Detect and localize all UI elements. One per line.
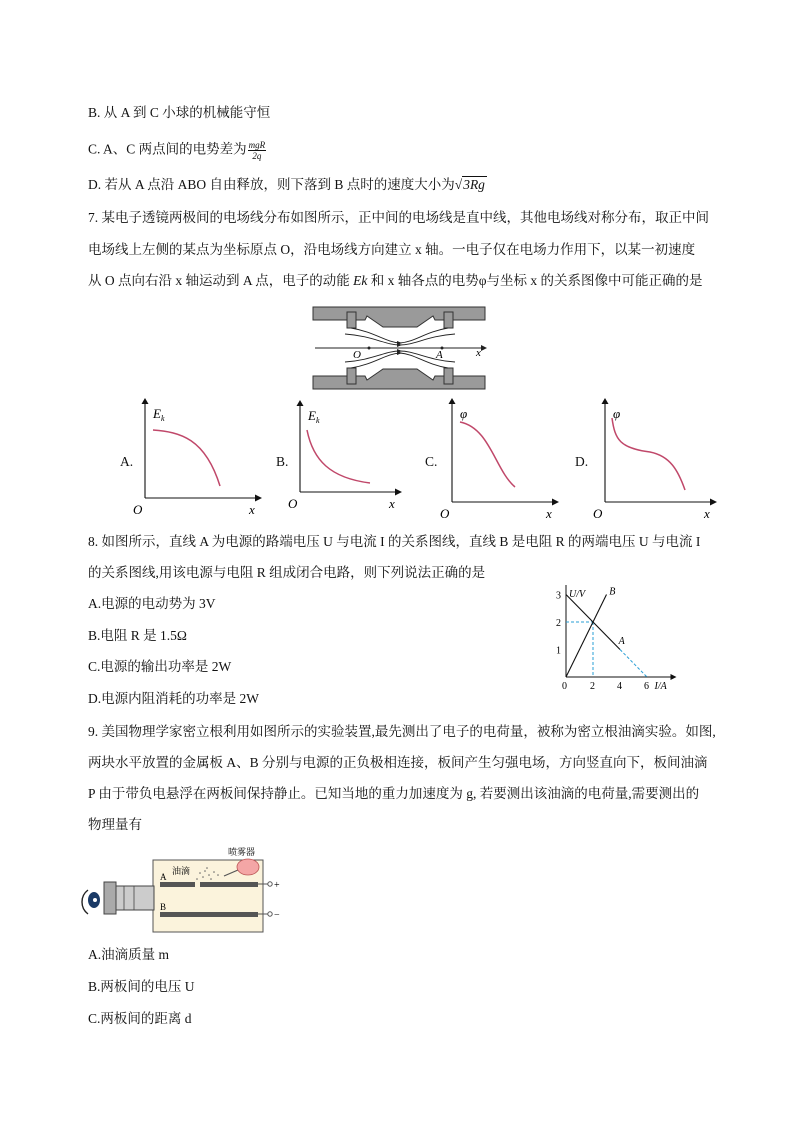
- q6-option-c-fraction: [248, 140, 267, 161]
- origin-label: O: [353, 349, 361, 361]
- graph-y-label: $E_k$: [153, 406, 165, 423]
- graph-curve: [153, 430, 220, 486]
- graph-y-arrow: [449, 398, 456, 404]
- graph-x-arrow: [255, 495, 262, 502]
- q8-stem-line-2: 的关系图线,用该电源与电阻 R 组成闭合电路，则下列说法正确的是: [88, 565, 486, 580]
- plate-a-left: [160, 882, 195, 887]
- fraction-denominator: 2q: [252, 151, 262, 161]
- chart-y-tick: 2: [556, 618, 561, 629]
- terminal-minus: [268, 912, 272, 916]
- q8-option-b: B.电阻 R 是 1.5Ω: [88, 628, 187, 643]
- q7-graph-b: [285, 400, 438, 530]
- electron-lens-figure: [305, 302, 495, 394]
- eye-icon: [82, 890, 100, 914]
- chart-series-b: [566, 595, 607, 678]
- chart-x-tick: 0: [562, 681, 567, 692]
- chart-x-tick: 4: [617, 681, 622, 692]
- graph-origin-label: O: [133, 502, 143, 517]
- graph-y-label: φ: [460, 406, 468, 421]
- terminal-plus-label: +: [274, 880, 280, 891]
- sqrt-expression: √3Rg: [454, 177, 485, 192]
- chart-x-tick: 2: [590, 681, 595, 692]
- graph-curve: [307, 430, 370, 483]
- x-axis-arrow: [481, 345, 487, 351]
- q7-option-label-b: B.: [276, 454, 289, 469]
- graph-y-label: φ: [613, 406, 621, 421]
- chart-series-label-a: A: [618, 636, 625, 647]
- q9-option-b: B.两板间的电压 U: [88, 979, 195, 994]
- graph-x-arrow: [395, 489, 402, 496]
- x-axis-label: x: [476, 347, 481, 359]
- ui-chart: [552, 585, 687, 693]
- sqrt-radicand: 3Rg: [463, 177, 485, 192]
- q8-stem-line-1: 8. 如图所示，直线 A 为电源的路端电压 U 与电流 I 的关系图线，直线 B 是电阻 R 的两端电压 U 与电流 I: [88, 534, 701, 549]
- q7-graph-a: [130, 398, 280, 528]
- q9-stem-line-2: 两块水平放置的金属板 A、B 分别与电源的正负极相连接，板间产生匀强电场，方向竖直向下，板间油滴: [88, 755, 708, 770]
- q6-option-d: [88, 176, 487, 194]
- q8-option-d: D.电源内阻消耗的功率是 2W: [88, 691, 259, 706]
- point-a-label: A: [436, 349, 443, 361]
- q8-option-a: A.电源的电动势为 3V: [88, 596, 216, 611]
- q7-option-label-c: C.: [425, 454, 438, 469]
- q9-stem-line-3: P 由于带负电悬浮在两板间保持静止。已知当地的重力加速度为 g, 若要测出该油滴的电荷量,需要测出的: [88, 786, 700, 801]
- q9-option-a: A.油滴质量 m: [88, 947, 169, 962]
- q9-option-c: C.两板间的距离 d: [88, 1011, 192, 1026]
- graph-y-label-subscript: k: [315, 416, 320, 425]
- chart-x-label: I/A: [654, 681, 667, 692]
- graph-origin-label: O: [593, 506, 603, 521]
- graph-x-label: x: [546, 506, 552, 521]
- chart-y-label: U/V: [569, 589, 586, 600]
- q7-option-label-d: D.: [575, 454, 589, 469]
- q7-graph-d: [590, 398, 740, 528]
- plate-b-label: B: [160, 902, 167, 912]
- q9-stem-line-1: 9. 美国物理学家密立根利用如图所示的实验装置,最先测出了电子的电荷量，被称为密立根油滴实验。如图,: [88, 724, 716, 739]
- graph-y-arrow: [602, 398, 609, 404]
- plate-b: [160, 912, 258, 917]
- sprayer-label: 喷雾器: [228, 847, 256, 857]
- graph-origin-label: O: [440, 506, 450, 521]
- plate-a-right: [200, 882, 258, 887]
- chart-x-tick: 6: [644, 681, 649, 692]
- q6-option-b: B. 从 A 到 C 小球的机械能守恒: [88, 105, 271, 120]
- graph-x-arrow: [710, 499, 717, 506]
- q6-option-d-text: D. 若从 A 点沿 ABO 自由释放，则下落到 B 点时的速度大小为: [88, 177, 455, 192]
- graph-origin-label: O: [288, 496, 298, 511]
- microscope-icon: [104, 882, 154, 914]
- q7-stem-line-2: 电场线上左侧的某点为坐标原点 O，沿电场线方向建立 x 轴。一电子仅在电场力作用下，以某一初速度: [88, 242, 696, 257]
- chart-series-label-b: B: [609, 586, 616, 598]
- sprayer-bulb: [237, 859, 259, 875]
- lower-electrode: [313, 368, 485, 389]
- q7-option-label-a: A.: [120, 454, 134, 469]
- chart-series-a-dashed: [620, 650, 647, 678]
- chart-y-tick: 3: [556, 590, 561, 602]
- terminal-minus-label: −: [274, 910, 280, 921]
- graph-y-arrow: [297, 400, 304, 406]
- graph-x-label: x: [249, 502, 255, 517]
- q9-stem-line-4: 物理量有: [88, 817, 142, 832]
- chart-x-arrow: [671, 674, 677, 680]
- q6-option-c-text: C. A、C 两点间的电势差为: [88, 141, 247, 157]
- q7-ek-symbol: Ek: [353, 273, 368, 288]
- plate-a-label: A: [160, 872, 167, 882]
- q7-stem-line-1: 7. 某电子透镜两极间的电场线分布如图所示，正中间的电场线是直中线，其他电场线对称分布，取正中间: [88, 210, 709, 225]
- graph-y-label-subscript: k: [160, 414, 165, 423]
- millikan-apparatus-figure: [78, 846, 288, 936]
- q7-graph-c: [437, 398, 587, 528]
- origin-point: [368, 347, 371, 350]
- oil-label: 油滴: [172, 866, 191, 876]
- q7-stem-line-3: [88, 272, 703, 290]
- graph-x-label: x: [704, 506, 710, 521]
- graph-x-label: x: [389, 496, 395, 511]
- fraction-numerator: mgR: [248, 140, 266, 150]
- graph-x-arrow: [552, 499, 559, 506]
- graph-curve: [460, 422, 515, 487]
- graph-y-label: $E_k$: [308, 408, 320, 425]
- q8-option-c: C.电源的输出功率是 2W: [88, 659, 232, 674]
- q7-stem-line-3a: 从 O 点向右沿 x 轴运动到 A 点，电子的动能: [88, 273, 354, 288]
- terminal-plus: [268, 882, 272, 886]
- chart-y-tick: 1: [556, 645, 561, 657]
- graph-curve: [612, 418, 685, 490]
- upper-electrode: [313, 307, 485, 328]
- graph-y-arrow: [142, 398, 149, 404]
- q6-option-c: [88, 140, 266, 161]
- q7-stem-line-3b: 和 x 轴各点的电势φ与坐标 x 的关系图像中可能正确的是: [367, 273, 703, 288]
